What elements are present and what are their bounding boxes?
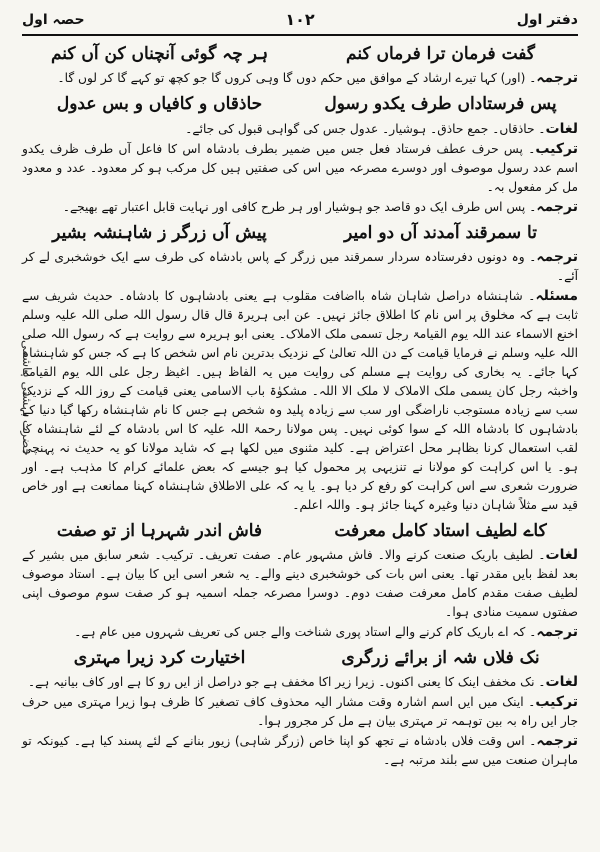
document-page — [22, 10, 578, 842]
section-label: ترکیب — [535, 694, 578, 711]
verse-couplet — [22, 39, 578, 68]
verse-couplet — [22, 218, 578, 247]
commentary-paragraph — [22, 693, 578, 731]
section-label: ترجمہ — [536, 70, 578, 87]
paragraph-text: ۔ (اور) کہا تیرے ارشاد کے موافق میں حکم دوں گا وہی کروں گا جو کچھ تو کہے گا کر لوں گا۔ — [57, 71, 537, 86]
commentary-paragraph — [22, 140, 578, 197]
verse-hemistich-second: حاذقاں و کافیاں و بس عدول — [56, 94, 263, 115]
running-header — [22, 10, 578, 36]
paragraph-text: ۔ نک مخفف اینک کا یعنی اکنوں۔ زیرا زیر اکا مخفف ہے جو دراصل از ایں رو کا ہے اور کاف بیانیہ ہے۔ — [27, 675, 546, 690]
commentary-paragraph — [22, 248, 578, 286]
section-label: ترجمہ — [536, 733, 578, 750]
commentary-paragraph — [22, 287, 578, 515]
commentary-paragraph — [22, 546, 578, 622]
verse-hemistich-first: پس فرستاداں طرف یکدو رسول — [324, 94, 557, 115]
paragraph-text: ۔ اس وقت فلاں بادشاہ نے تجھ کو اپنا خاص (زرگر شاہی) زیور بنانے کے لئے پسند کیا ہے۔ کیونکہ تو ماہران صنعت میں سے بلند مرتبہ ہے۔ — [22, 734, 578, 768]
section-label: ترجمہ — [536, 248, 578, 265]
verse-hemistich-second: فاش اندر شہرہا از تو صفت — [56, 520, 263, 541]
verse-hemistich-first: کاے لطیف استاد کامل معرفت — [334, 520, 547, 541]
verse-hemistich-second: اختیارت کرد زیرا مہتری — [73, 648, 246, 668]
page-number: ۱۰۲ — [285, 10, 315, 29]
margin-note: حضرت بہشتی ہاشمی — [20, 340, 34, 456]
part-label: حصہ اول — [22, 12, 85, 28]
paragraph-text: ۔ پس حرف عطف فرستاد فعل جس میں ضمیر بطرف بادشاہ اس کا فاعل آں طرف ظرف یکدو اسم عدد رسول موصوف اور دوسرے مصرعہ میں اس کی صفتیں ہیں کل مرکب ہو کر معدود۔ عدد و معدود مل کر مفعول بہ۔ — [22, 141, 578, 194]
verse-hemistich-second: پیش آں زرگر ز شاہنشہ بشیر — [52, 222, 267, 243]
section-label: لغات — [545, 547, 578, 563]
verse-couplet — [22, 89, 578, 118]
paragraph-text: ۔ وہ دونوں دفرستادہ سردار سمرقند میں زرگر کے پاس بادشاہ کی طرف سے ایک خوشخبری لے کر آئے۔ — [22, 249, 578, 283]
page-body — [22, 39, 578, 770]
verse-couplet — [22, 643, 578, 672]
paragraph-text: ۔ حاذقاں۔ جمع حاذق۔ ہوشیار۔ عدول جس کی گواہی قبول کی جائے۔ — [185, 121, 546, 136]
paragraph-text: ۔ پس اس طرف ایک دو قاصد جو ہوشیار اور ہر طرح کافی اور نہایت قابل اعتبار تھے بھیجے۔ — [62, 199, 537, 214]
commentary-paragraph — [22, 198, 578, 217]
verse-hemistich-first: تا سمرقند آمدند آں دو امیر — [344, 222, 537, 243]
paragraph-text: ۔ کہ اے باریک کام کرنے والے استاد پوری شناخت والے جس کی تعریف شہروں میں عام ہے۔ — [74, 625, 537, 639]
section-label: لغات — [545, 120, 578, 137]
section-label: ترکیب — [535, 140, 578, 157]
verse-hemistich-first: گفت فرمان ترا فرماں کنم — [346, 44, 535, 64]
paragraph-text: ۔ شاہنشاہ دراصل شاہان شاہ بااضافت مقلوب ہے یعنی بادشاہوں کا بادشاہ۔ حدیث شریف سے ثابت ہے کہ مخلوق پر اس نام کا اطلاق جائز نہیں۔ عن ابی ہریرۃ قال قال رسول اللہ صلی اللہ علیہ وسلم اخنع الاسماء عند اللہ یوم القیامۃ رجل تسمی ملک الاملاک۔ یعنی ابو ہریرہ سے روایت ہے کہ رسول اللہ صلی اللہ علیہ وسلم نے فرمایا قیامت کے دن اللہ تعالیٰ کے نزدیک بدترین نام اس شخص کا ہے کہ جس کو شاہنشاہ کہا جائے۔ یہ بخاری کی روایت ہے مسلم کی روایت میں یہ الفاظ ہیں۔ اغیظ رجل علی اللہ یوم القیامۃ واخبثہ رجل کان یسمی ملک الاملاک لا ملک الا اللہ۔ مشکوٰۃ باب الاسامی یعنی قیامت کے روز اللہ کے نزدیک سب سے زیادہ مستوجب ناراضگی اور سب سے زیادہ پلید وہ شخص ہے جس کا نام شاہنشاہ رکھا گیا دنیا کے بادشاہوں کا بادشاہ اللہ کے سوا کوئی نہیں۔ پس مولانا رحمۃ اللہ علیہ کا اس بادشاہ کے لئے شاہنشاہ کا لقب استعمال کرنا بظاہر محل اعتراض ہے۔ کلید مثنوی میں لکھا ہے کہ شاید مولانا کو یہ حدیث نہ پہنچی ہو۔ یا اس کراہت کو مولانا نے تنزیہی پر محمول کیا ہو جیسے کہ بعض علمائے کرام کا مذہب ہے۔ اور ضرورت شعری سے اس کراہت کو رفع کر دیا ہو۔ یا یہ کہ علی الاطلاق شاہنشاہ کہنا ممانعت ہے اور خاص قید سے مثلاً شاہان دنیا وغیرہ کہنا جائز ہو۔ واللہ اعلم۔ — [22, 288, 578, 512]
section-label: لغات — [545, 674, 578, 691]
commentary-paragraph — [22, 69, 578, 88]
paragraph-text: ۔ اینک میں ایں اسم اشارہ وقت مشار الیہ محذوف کاف تصغیر کا ظرف ہوا زیرا مہتری میں حرف جار ایں راہ بہ بین توہمہ تر مہتری بیان ہے مل کر مجرور ہوا۔ — [22, 695, 578, 729]
section-label: مسئلہ — [535, 287, 578, 304]
volume-label: دفتر اول — [516, 12, 578, 28]
paragraph-text: ۔ لطیف باریک صنعت کرنے والا۔ فاش مشہور عام۔ صفت تعریف۔ ترکیب۔ شعر سابق میں بشیر کے بعد لفظ بایں مقدر تھا۔ یعنی اس بات کی خوشخبری دینے والے۔ یہ شعر اسی ایں کا بیان ہے۔ استاد موصوف لطیف صفت مقدم کامل معرفت صفت دوم۔ دوسرا مصرعہ جملہ اسمیہ ہو کر صفت سوم موصوف اپنی صفتوں سمیت منادی ہوا۔ — [22, 548, 578, 619]
verse-hemistich-second: ہر چہ گوئی آنچناں کن آں کنم — [50, 44, 269, 64]
commentary-paragraph — [22, 120, 578, 139]
section-label: ترجمہ — [536, 198, 578, 215]
verse-couplet — [22, 516, 578, 545]
commentary-paragraph — [22, 673, 578, 692]
commentary-paragraph — [22, 623, 578, 642]
commentary-paragraph — [22, 732, 578, 770]
verse-hemistich-first: نک فلاں شہ از برائے زرگری — [341, 648, 540, 668]
section-label: ترجمہ — [536, 624, 578, 640]
